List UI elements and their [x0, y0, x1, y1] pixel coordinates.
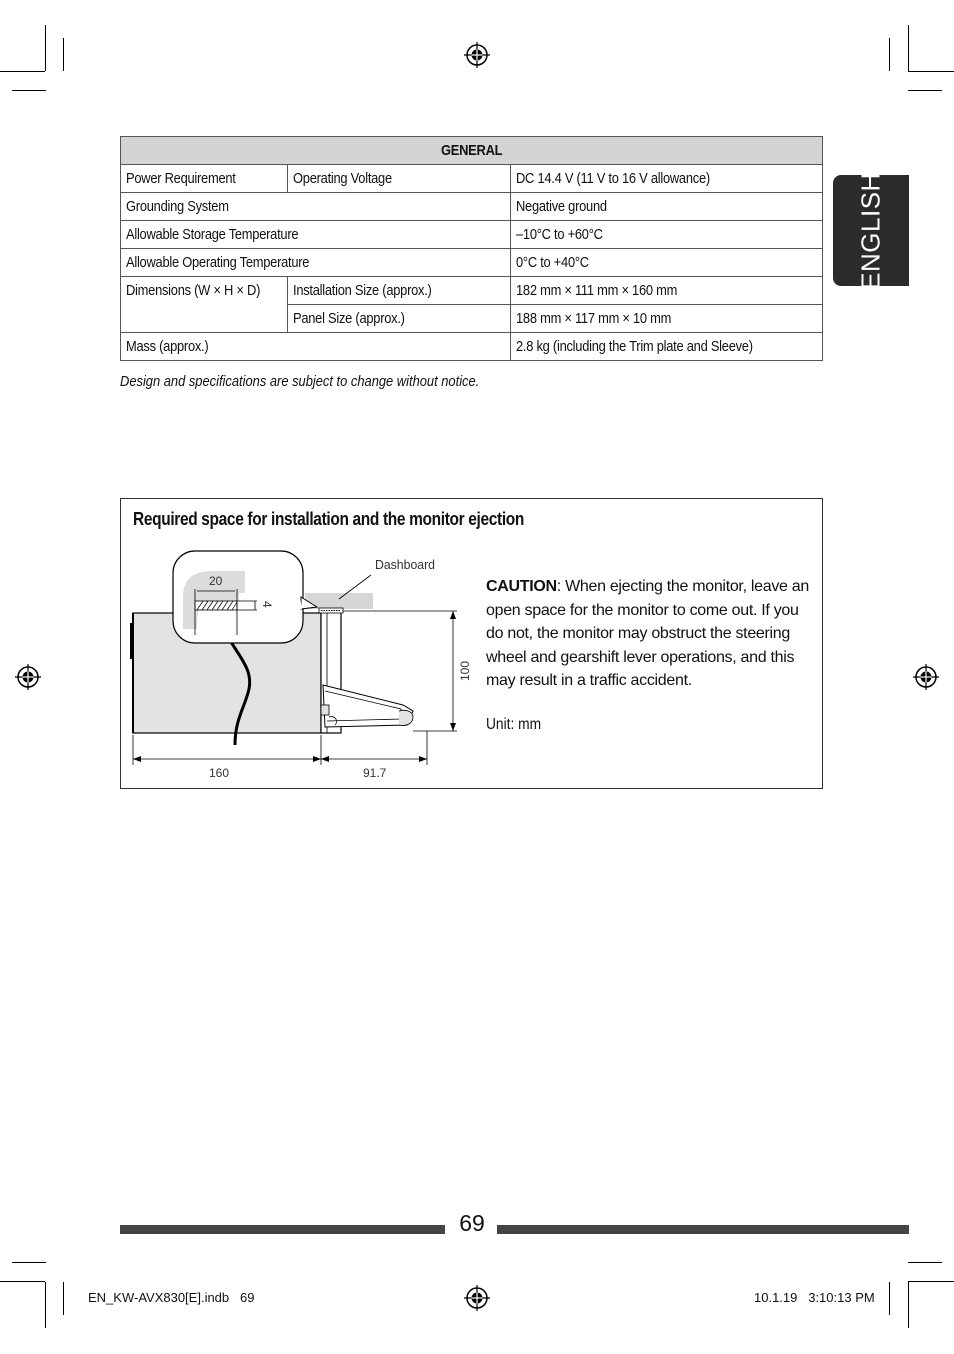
table-cell: Operating Voltage	[287, 165, 510, 193]
crop-mark	[908, 1281, 954, 1282]
crop-mark	[63, 1282, 64, 1315]
crop-mark	[0, 71, 45, 72]
table-row	[121, 333, 823, 361]
crop-mark	[908, 71, 954, 72]
table-cell: Grounding System	[121, 193, 511, 221]
dimension-label-160: 160	[209, 766, 230, 780]
caution-text	[486, 575, 816, 693]
installation-space-box	[120, 498, 823, 789]
registration-mark-icon	[464, 42, 490, 68]
footer-bar-left	[120, 1225, 445, 1234]
table-row	[121, 221, 823, 249]
crop-mark	[45, 1282, 46, 1328]
crop-mark	[908, 1282, 909, 1328]
print-timestamp: 10.1.19 3:10:13 PM	[754, 1290, 875, 1305]
dimension-label-91-7: 91.7	[363, 766, 387, 780]
crop-mark	[908, 25, 909, 71]
hatched-trim	[195, 601, 237, 610]
table-row	[121, 193, 823, 221]
table-cell: Mass (approx.)	[121, 333, 511, 361]
crop-mark	[63, 38, 64, 71]
specification-note: Design and specifications are subject to change without notice.	[120, 373, 480, 390]
table-cell: Panel Size (approx.)	[287, 305, 510, 333]
table-cell: –10°C to +60°C	[510, 221, 822, 249]
table-cell: Power Requirement	[121, 165, 288, 193]
table-cell: Installation Size (approx.)	[287, 277, 510, 305]
general-spec-table	[120, 136, 823, 361]
table-cell: 188 mm × 117 mm × 10 mm	[510, 305, 822, 333]
table-cell: Allowable Storage Temperature	[121, 221, 511, 249]
dimension-label-4: 4	[260, 601, 274, 608]
footer-bar-right	[497, 1225, 909, 1234]
crop-mark	[889, 1282, 890, 1315]
registration-mark-icon	[913, 664, 939, 690]
table-row	[121, 249, 823, 277]
caution-label: CAUTION	[486, 578, 557, 595]
crop-mark	[908, 1262, 942, 1263]
caution-body: : When ejecting the monitor, leave an open space for the monitor to come out. If you do not, the monitor may obstruct the steering wheel and gearshift lever operations, and this may result in a traffic accident.	[486, 578, 809, 689]
table-cell: 0°C to +40°C	[510, 249, 822, 277]
language-tab	[833, 171, 909, 290]
unit-note: Unit: mm	[486, 716, 542, 733]
dimension-label-20: 20	[209, 574, 223, 588]
registration-mark-icon	[15, 664, 41, 690]
table-cell: 2.8 kg (including the Trim plate and Sleeve)	[510, 333, 822, 361]
crop-mark	[889, 38, 890, 71]
crop-mark	[12, 90, 46, 91]
file-slug: EN_KW-AVX830[E].indb 69	[88, 1290, 255, 1305]
table-header-row	[121, 137, 823, 165]
installation-diagram	[121, 539, 481, 784]
table-cell: Dimensions (W × H × D)	[121, 277, 288, 333]
crop-mark	[12, 1262, 46, 1263]
dimension-label-100: 100	[458, 660, 472, 681]
table-cell: DC 14.4 V (11 V to 16 V allowance)	[510, 165, 822, 193]
table-cell: Negative ground	[510, 193, 822, 221]
page-number: 69	[459, 1210, 485, 1236]
dashboard-label: Dashboard	[375, 557, 435, 572]
language-tab-label: ENGLISH	[855, 171, 886, 290]
crop-mark	[0, 1281, 45, 1282]
table-row	[121, 277, 823, 305]
table-row	[121, 165, 823, 193]
table-cell: Allowable Operating Temperature	[121, 249, 511, 277]
installation-title: Required space for installation and the monitor ejection	[133, 509, 525, 529]
crop-mark	[45, 25, 46, 71]
table-header: GENERAL	[121, 137, 823, 165]
registration-mark-icon	[464, 1285, 490, 1311]
crop-mark	[908, 90, 942, 91]
table-cell: 182 mm × 111 mm × 160 mm	[510, 277, 822, 305]
